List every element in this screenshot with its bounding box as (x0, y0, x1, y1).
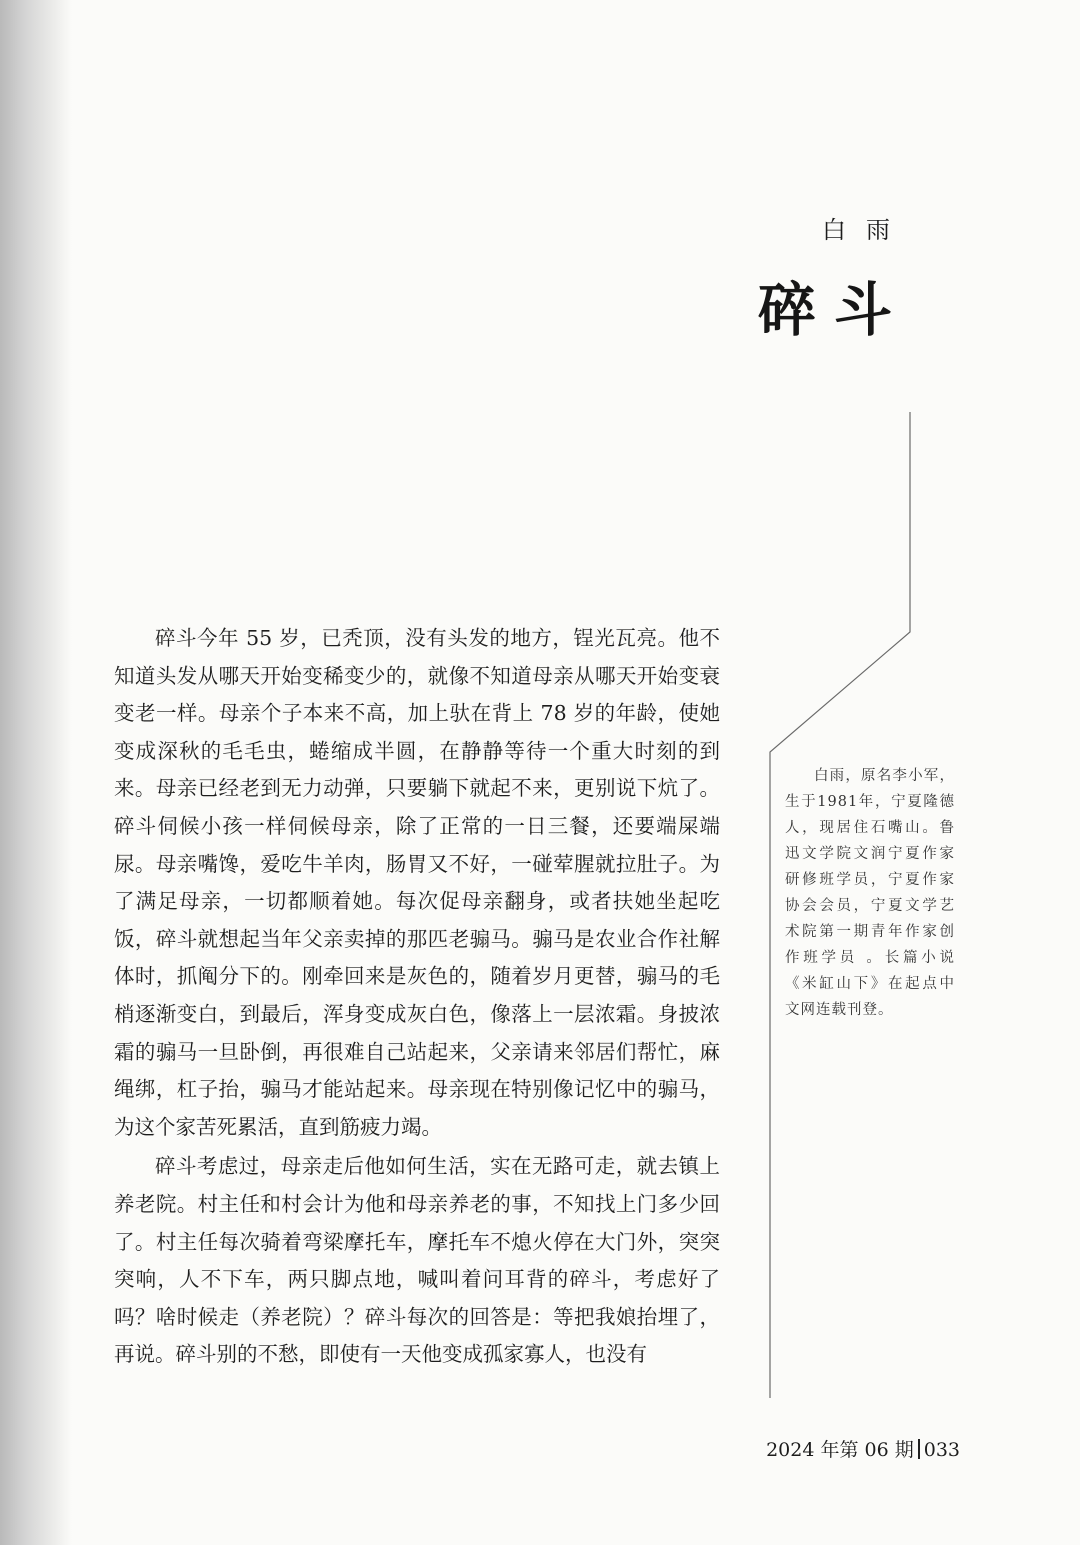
author-name: 白雨 (822, 216, 910, 244)
article-body (114, 620, 720, 1376)
article-title: 碎斗 (757, 276, 910, 344)
author-bio: 白雨，原名李小军，生于1981年，宁夏隆德人，现居住石嘴山。鲁迅文学院文润宁夏作家研修班学员，宁夏作家协会会员，宁夏文学艺术院第一期青年作家创作班学员 。长篇小说《米缸山下》在起点中文网连载刊登。 (785, 768, 955, 1018)
footer-divider (918, 1439, 920, 1459)
body-paragraph: 碎斗今年 55 岁，已秃顶，没有头发的地方，锃光瓦亮。他不知道头发从哪天开始变稀变少的，就像不知道母亲从哪天开始变衰变老一样。母亲个子本来不高，加上驮在背上 78 岁的年龄，使她变成深秋的毛毛虫，蜷缩成半圆，在静静等待一个重大时刻的到来。母亲已经老到无力动弹，只要躺下就起不来，更别说下炕了。碎斗伺候小孩一样伺候母亲，除了正常的一日三餐，还要端屎端尿。母亲嘴馋，爱吃牛羊肉，肠胃又不好，一碰荤腥就拉肚子。为了满足母亲，一切都顺着她。每次促母亲翻身，或者扶她坐起吃饭，碎斗就想起当年父亲卖掉的那匹老骟马。骟马是农业合作社解体时，抓阄分下的。刚牵回来是灰色的，随着岁月更替，骟马的毛梢逐渐变白，到最后，浑身变成灰白色，像落上一层浓霜。身披浓霜的骟马一旦卧倒，再很难自己站起来，父亲请来邻居们帮忙，麻绳绑，杠子抬，骟马才能站起来。母亲现在特别像记忆中的骟马，为这个家苦死累活，直到筋疲力竭。 (114, 626, 720, 1139)
issue-label: 2024 年第 06 期 (766, 1439, 914, 1461)
page-footer (700, 1435, 960, 1462)
page-number: 033 (923, 1439, 960, 1461)
body-paragraph: 碎斗考虑过，母亲走后他如何生活，实在无路可走，就去镇上养老院。村主任和村会计为他和母亲养老的事，不知找上门多少回了。村主任每次骑着弯梁摩托车，摩托车不熄火停在大门外，突突突响，人不下车，两只脚点地，喊叫着问耳背的碎斗，考虑好了吗？啥时候走（养老院）？碎斗每次的回答是：等把我娘抬埋了，再说。碎斗别的不愁，即使有一天他变成孤家寡人，也没有 (114, 1154, 720, 1367)
